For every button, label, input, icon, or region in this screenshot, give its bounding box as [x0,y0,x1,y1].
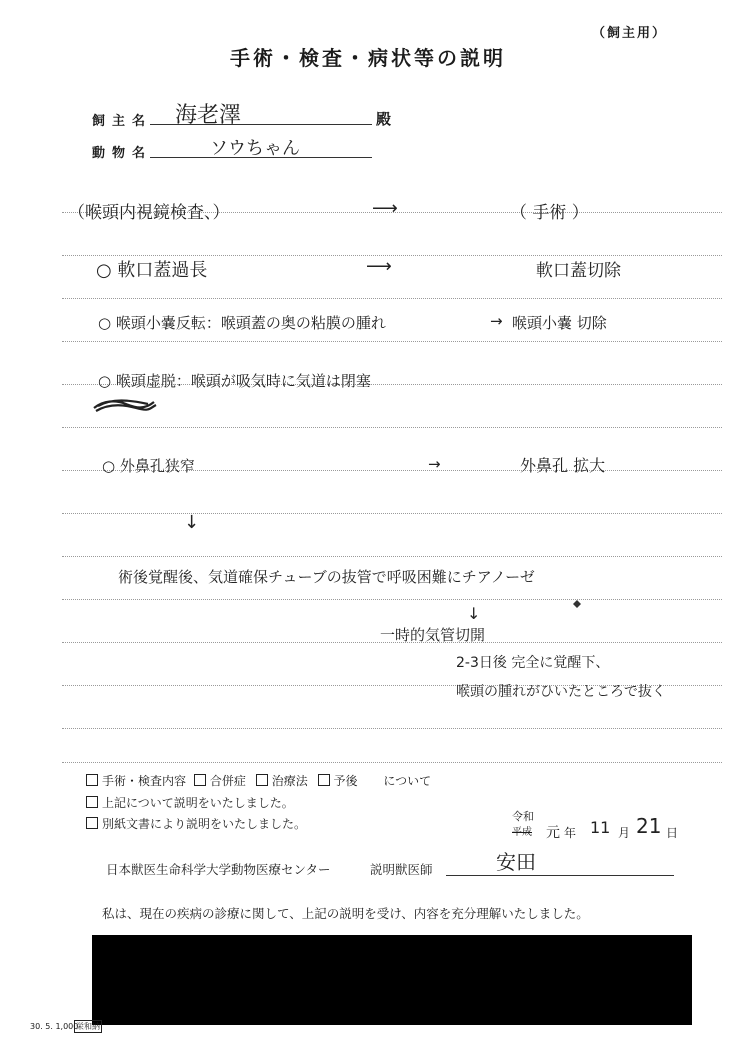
note-result: 喉頭小嚢 切除 [512,314,607,332]
note-line: ○ 外鼻孔狭窄 [102,457,195,475]
ruled-line [62,427,722,428]
date-year-unit: 年 [564,826,577,840]
ruled-line [62,513,722,514]
doctor-label: 説明獣医師 [370,862,433,877]
owner-honorific: 殿 [376,110,392,128]
ruled-line [62,762,722,763]
checkbox-suffix: について [383,774,432,788]
ruled-line [62,728,722,729]
form-code: 30. 5. 1,000 [30,1022,79,1031]
date-year: 元 [546,825,560,841]
page-title: 手術・検査・病状等の説明 [230,46,506,70]
checkbox-label: 上記について説明をいたしました。 [102,796,294,810]
doctor-underline [446,875,674,876]
checkbox-complications[interactable] [194,774,206,786]
consent-text: 私は、現在の疾病の診療に関して、上記の説明を受け、内容を充分理解いたしました。 [102,906,589,921]
note-line: ○ 軟口蓋過長 [96,260,208,281]
checkbox-row-explained [86,794,294,811]
doctor-name: 安田 [496,850,536,874]
note-line: 2-3日後 完全に覚醒下、 [456,655,610,671]
ruled-line [62,341,722,342]
checkbox-row-separate-doc [86,815,306,832]
checkbox-separate-doc[interactable] [86,817,98,829]
checkbox-procedure[interactable] [86,774,98,786]
arrow: → [490,312,503,330]
checkbox-treatment[interactable] [256,774,268,786]
down-arrow: ↓ [184,512,200,533]
note-line: ○ 喉頭虚脱：喉頭が吸気時に気道は閉塞 [98,372,371,390]
note-line: 一時的気管切開 [380,626,486,644]
scribble-mark [92,396,158,414]
checkbox-label: 手術・検査内容 [102,774,187,788]
date-month-unit: 月 [618,826,631,840]
copy-label: （飼主用） [592,26,668,41]
ruled-line [62,298,722,299]
center-name: 日本獣医生命科学大学動物医療センター [106,862,331,877]
arrow: → [428,455,441,473]
down-arrow: ↓ [467,604,481,623]
redacted-block [92,935,692,1025]
era-new: 令和 [512,810,534,823]
date-day-unit: 日 [666,826,679,840]
checkbox-label: 別紙文書により説明をいたしました。 [102,817,307,831]
date-day: 21 [636,814,662,838]
checkbox-row-topics [86,772,431,789]
checkbox-label: 治療法 [271,774,308,788]
ruled-line [62,556,722,557]
owner-label: 飼主名 [92,114,153,129]
printer-stamp: 栄和納 [76,1022,100,1031]
note-line: 術後覚醒後、気道確保チューブの抜管で呼吸困難にチアノーゼ [118,568,535,586]
note-result: 外鼻孔 拡大 [520,456,606,475]
checkbox-prognosis[interactable] [318,774,330,786]
note-line: 喉頭の腫れがひいたところで抜く [456,684,666,700]
animal-name: ソウちゃん [210,138,300,159]
note-result: （ 手術 ） [510,203,589,223]
arrow: ⟶ [372,198,398,219]
checkbox-label: 予後 [333,774,358,788]
doodle-mark [571,598,583,610]
checkbox-explained[interactable] [86,796,98,808]
note-line: ○ 喉頭小嚢反転：喉頭蓋の奥の粘膜の腫れ [98,314,386,332]
note-result: 軟口蓋切除 [536,261,621,281]
era-old: 平成 [512,827,532,838]
arrow: ⟶ [366,256,392,277]
animal-label: 動物名 [92,146,153,161]
note-line: （喉頭内視鏡検査、） [68,203,230,223]
owner-name: 海老澤 [175,103,242,128]
date-month: 11 [590,818,611,837]
ruled-line [62,599,722,600]
checkbox-label: 合併症 [209,774,246,788]
